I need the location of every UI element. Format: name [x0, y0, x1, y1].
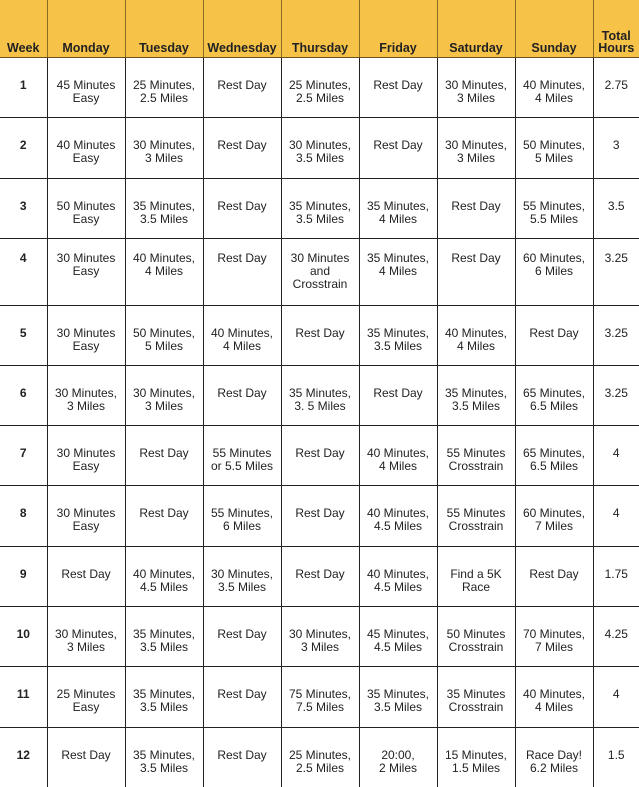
- cell-thursday: Rest Day: [281, 426, 359, 486]
- cell-saturday: 55 Minutes Crosstrain: [437, 426, 515, 486]
- header-saturday: Saturday: [437, 0, 515, 58]
- cell-saturday: 40 Minutes, 4 Miles: [437, 305, 515, 365]
- cell-tuesday: 35 Minutes, 3.5 Miles: [125, 178, 203, 238]
- cell-friday: 35 Minutes, 4 Miles: [359, 178, 437, 238]
- cell-total-hours: 3.5: [593, 178, 639, 238]
- cell-thursday: 25 Minutes, 2.5 Miles: [281, 727, 359, 787]
- cell-friday: Rest Day: [359, 365, 437, 425]
- cell-monday: 45 Minutes Easy: [47, 58, 125, 118]
- cell-sunday: 50 Minutes, 5 Miles: [515, 118, 593, 178]
- cell-total-hours: 4: [593, 426, 639, 486]
- cell-saturday: Rest Day: [437, 238, 515, 305]
- header-row: [0, 0, 639, 58]
- cell-week: 3: [0, 178, 47, 238]
- cell-wednesday: Rest Day: [203, 365, 281, 425]
- table-row: [0, 118, 639, 178]
- cell-sunday: 40 Minutes, 4 Miles: [515, 667, 593, 727]
- cell-tuesday: 35 Minutes, 3.5 Miles: [125, 727, 203, 787]
- cell-sunday: Rest Day: [515, 546, 593, 606]
- cell-tuesday: Rest Day: [125, 426, 203, 486]
- cell-wednesday: Rest Day: [203, 58, 281, 118]
- cell-thursday: 75 Minutes, 7.5 Miles: [281, 667, 359, 727]
- cell-sunday: 40 Minutes, 4 Miles: [515, 58, 593, 118]
- cell-wednesday: Rest Day: [203, 238, 281, 305]
- cell-total-hours: 4: [593, 486, 639, 546]
- table-row: [0, 365, 639, 425]
- cell-sunday: 60 Minutes, 7 Miles: [515, 486, 593, 546]
- cell-monday: 30 Minutes, 3 Miles: [47, 365, 125, 425]
- cell-tuesday: 50 Minutes, 5 Miles: [125, 305, 203, 365]
- header-total-hours: Total Hours: [593, 0, 639, 58]
- cell-tuesday: 25 Minutes, 2.5 Miles: [125, 58, 203, 118]
- header-wednesday: Wednesday: [203, 0, 281, 58]
- cell-week: 11: [0, 667, 47, 727]
- cell-week: 6: [0, 365, 47, 425]
- header-week: Week: [0, 0, 47, 58]
- table-row: [0, 426, 639, 486]
- header-friday: Friday: [359, 0, 437, 58]
- cell-total-hours: 1.5: [593, 727, 639, 787]
- cell-friday: 20:00, 2 Miles: [359, 727, 437, 787]
- table-row: [0, 546, 639, 606]
- cell-wednesday: Rest Day: [203, 178, 281, 238]
- cell-total-hours: 3.25: [593, 365, 639, 425]
- cell-tuesday: Rest Day: [125, 486, 203, 546]
- table-row: [0, 486, 639, 546]
- table-row: [0, 178, 639, 238]
- cell-wednesday: Rest Day: [203, 727, 281, 787]
- cell-friday: 35 Minutes, 4 Miles: [359, 238, 437, 305]
- cell-thursday: 30 Minutes and Crosstrain: [281, 238, 359, 305]
- cell-saturday: Rest Day: [437, 178, 515, 238]
- cell-tuesday: 40 Minutes, 4 Miles: [125, 238, 203, 305]
- cell-wednesday: 55 Minutes, 6 Miles: [203, 486, 281, 546]
- cell-monday: Rest Day: [47, 546, 125, 606]
- cell-sunday: Race Day! 6.2 Miles: [515, 727, 593, 787]
- cell-wednesday: Rest Day: [203, 607, 281, 667]
- cell-total-hours: 1.75: [593, 546, 639, 606]
- cell-total-hours: 2.75: [593, 58, 639, 118]
- cell-monday: 50 Minutes Easy: [47, 178, 125, 238]
- cell-friday: 40 Minutes, 4 Miles: [359, 426, 437, 486]
- table-row: [0, 305, 639, 365]
- cell-monday: Rest Day: [47, 727, 125, 787]
- cell-wednesday: Rest Day: [203, 667, 281, 727]
- cell-thursday: Rest Day: [281, 546, 359, 606]
- cell-monday: 30 Minutes Easy: [47, 426, 125, 486]
- cell-week: 4: [0, 238, 47, 305]
- cell-sunday: 65 Minutes, 6.5 Miles: [515, 426, 593, 486]
- header-tuesday: Tuesday: [125, 0, 203, 58]
- cell-wednesday: 30 Minutes, 3.5 Miles: [203, 546, 281, 606]
- cell-monday: 40 Minutes Easy: [47, 118, 125, 178]
- cell-monday: 30 Minutes Easy: [47, 305, 125, 365]
- table-row: [0, 238, 639, 305]
- cell-friday: 35 Minutes, 3.5 Miles: [359, 305, 437, 365]
- table-row: [0, 667, 639, 727]
- cell-week: 1: [19, 78, 27, 92]
- cell-saturday: 30 Minutes, 3 Miles: [437, 58, 515, 118]
- cell-saturday: 35 Minutes, 3.5 Miles: [437, 365, 515, 425]
- cell-week: 12: [0, 727, 47, 787]
- cell-sunday: 65 Minutes, 6.5 Miles: [515, 365, 593, 425]
- header-monday: Monday: [47, 0, 125, 58]
- cell-sunday: 55 Minutes, 5.5 Miles: [515, 178, 593, 238]
- cell-total-hours: 3.25: [593, 305, 639, 365]
- cell-thursday: 35 Minutes, 3. 5 Miles: [281, 365, 359, 425]
- cell-wednesday: 40 Minutes, 4 Miles: [203, 305, 281, 365]
- cell-tuesday: 35 Minutes, 3.5 Miles: [125, 607, 203, 667]
- cell-tuesday: 30 Minutes, 3 Miles: [125, 365, 203, 425]
- cell-monday: 25 Minutes Easy: [47, 667, 125, 727]
- header-sunday: Sunday: [515, 0, 593, 58]
- cell-total-hours: 4: [593, 667, 639, 727]
- cell-monday: 30 Minutes, 3 Miles: [47, 607, 125, 667]
- cell-total-hours: 3.25: [593, 238, 639, 305]
- cell-friday: Rest Day: [359, 118, 437, 178]
- cell-week: 10: [0, 607, 47, 667]
- table-row: [0, 58, 639, 118]
- table-row: [0, 727, 639, 787]
- cell-friday: 40 Minutes, 4.5 Miles: [359, 486, 437, 546]
- cell-friday: 35 Minutes, 3.5 Miles: [359, 667, 437, 727]
- cell-tuesday: 40 Minutes, 4.5 Miles: [125, 546, 203, 606]
- cell-week: 7: [0, 426, 47, 486]
- cell-tuesday: 30 Minutes, 3 Miles: [125, 118, 203, 178]
- cell-total-hours: 4.25: [593, 607, 639, 667]
- cell-saturday: 15 Minutes, 1.5 Miles: [437, 727, 515, 787]
- cell-thursday: Rest Day: [281, 305, 359, 365]
- cell-wednesday: 55 Minutes or 5.5 Miles: [203, 426, 281, 486]
- cell-saturday: 50 Minutes Crosstrain: [437, 607, 515, 667]
- cell-thursday: 35 Minutes, 3.5 Miles: [281, 178, 359, 238]
- cell-friday: Rest Day: [359, 58, 437, 118]
- cell-friday: 40 Minutes, 4.5 Miles: [359, 546, 437, 606]
- table-body: [0, 58, 639, 787]
- cell-friday: 45 Minutes, 4.5 Miles: [359, 607, 437, 667]
- cell-wednesday: Rest Day: [203, 118, 281, 178]
- cell-monday: 30 Minutes Easy: [47, 238, 125, 305]
- cell-sunday: 70 Minutes, 7 Miles: [515, 607, 593, 667]
- cell-week: 5: [0, 305, 47, 365]
- cell-sunday: 60 Minutes, 6 Miles: [515, 238, 593, 305]
- table-row: [0, 607, 639, 667]
- cell-thursday: 30 Minutes, 3.5 Miles: [281, 118, 359, 178]
- cell-saturday: 55 Minutes Crosstrain: [437, 486, 515, 546]
- cell-total-hours: 3: [593, 118, 639, 178]
- cell-saturday: 35 Minutes Crosstrain: [437, 667, 515, 727]
- cell-saturday: 30 Minutes, 3 Miles: [437, 118, 515, 178]
- header-thursday: Thursday: [281, 0, 359, 58]
- cell-week: 8: [0, 486, 47, 546]
- cell-thursday: 25 Minutes, 2.5 Miles: [281, 58, 359, 118]
- cell-saturday: Find a 5K Race: [437, 546, 515, 606]
- cell-thursday: Rest Day: [281, 486, 359, 546]
- cell-week: 2: [0, 118, 47, 178]
- cell-monday: 30 Minutes Easy: [47, 486, 125, 546]
- cell-week: 9: [0, 546, 47, 606]
- cell-sunday: Rest Day: [515, 305, 593, 365]
- cell-tuesday: 35 Minutes, 3.5 Miles: [125, 667, 203, 727]
- cell-thursday: 30 Minutes, 3 Miles: [281, 607, 359, 667]
